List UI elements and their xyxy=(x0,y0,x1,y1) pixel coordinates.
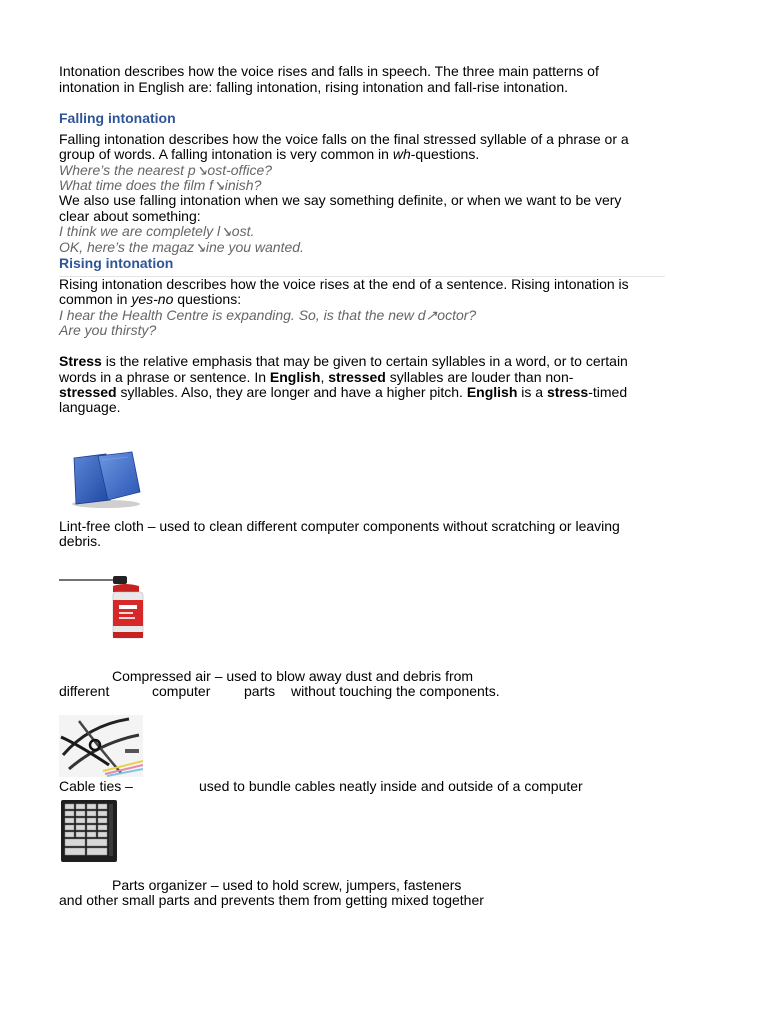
ties-word-2: used to bundle cables neatly inside and outside of a computer xyxy=(199,778,583,794)
lint-free-cloth-image xyxy=(66,448,146,510)
cloth-line-1: Lint-free cloth – used to clean different computer components without scratching or leaving xyxy=(59,518,620,534)
intro-line-2: intonation in English are: falling intonation, rising intonation and fall-rise intonation. xyxy=(59,79,568,95)
falling-example-2: What time does the film f↘inish? xyxy=(59,177,262,193)
rising-desc-line-2: common in yes-no questions: xyxy=(59,291,242,307)
organizer-line-2: and other small parts and prevents them from getting mixed together xyxy=(59,892,484,908)
falling-intonation-heading: Falling intonation xyxy=(59,110,176,126)
compressed-air-can-image xyxy=(59,574,149,642)
rising-desc-line-1: Rising intonation describes how the voice rises at the end of a sentence. Rising intonation is xyxy=(59,276,629,292)
falling-desc2-line-2: clear about something: xyxy=(59,208,201,224)
falling-example-3: I think we are completely l↘ost. xyxy=(59,223,255,239)
rising-example-2: Are you thirsty? xyxy=(59,322,157,338)
falling-example-1: Where’s the nearest p↘ost-office? xyxy=(59,162,273,178)
falling-desc2-line-1: We also use falling intonation when we say something definite, or when we want to be very xyxy=(59,192,622,208)
ties-word-1: Cable ties – xyxy=(59,778,133,794)
parts-organizer-image xyxy=(59,798,119,864)
falling-desc-line-1: Falling intonation describes how the voice falls on the final stressed syllable of a phrase or a xyxy=(59,131,629,147)
stress-line-4: language. xyxy=(59,399,121,415)
air-word-2: computer xyxy=(152,683,211,699)
air-word-4: without touching the components. xyxy=(291,683,500,699)
air-word-3: parts xyxy=(244,683,276,699)
cable-ties-image xyxy=(59,715,143,777)
rising-example-1: I hear the Health Centre is expanding. So, is that the new d↗octor? xyxy=(59,307,477,323)
organizer-line-1: Parts organizer – used to hold screw, jumpers, fasteners xyxy=(112,877,462,893)
falling-desc-line-2: group of words. A falling intonation is very common in wh-questions. xyxy=(59,146,480,162)
intro-line-1: Intonation describes how the voice rises and falls in speech. The three main patterns of xyxy=(59,63,599,79)
stress-line-3: stressed syllables. Also, they are longer and have a higher pitch. English is a stress-timed xyxy=(59,384,628,400)
air-line-1: Compressed air – used to blow away dust and debris from xyxy=(112,668,474,684)
cloth-line-2: debris. xyxy=(59,533,102,549)
stress-line-2: words in a phrase or sentence. In English, stressed syllables are louder than non- xyxy=(59,369,574,385)
stress-line-1: Stress is the relative emphasis that may be given to certain syllables in a word, or to certain xyxy=(59,353,628,369)
air-word-1: different xyxy=(59,683,110,699)
rising-intonation-heading: Rising intonation xyxy=(59,255,174,271)
falling-example-4: OK, here’s the magaz↘ine you wanted. xyxy=(59,239,304,255)
